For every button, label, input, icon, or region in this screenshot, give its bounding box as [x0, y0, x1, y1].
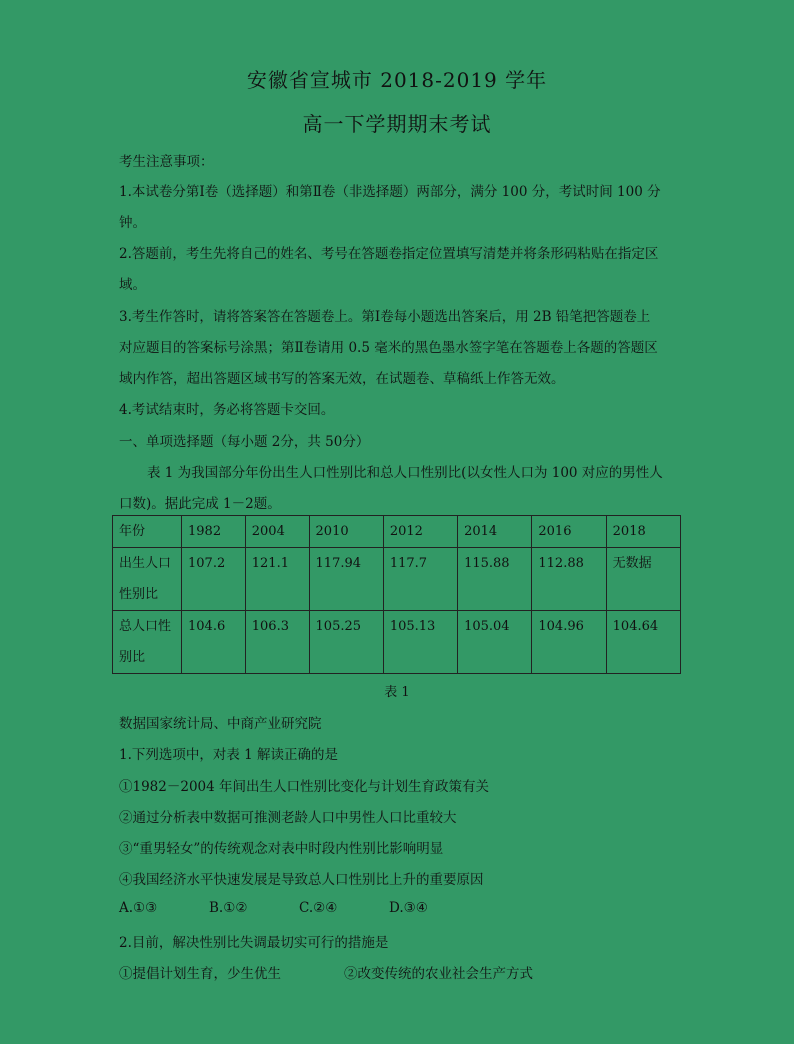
sex-ratio-table: [112, 515, 681, 674]
table-cell: 105.04: [458, 611, 532, 674]
table-row: [113, 516, 681, 548]
table-cell: 104.6: [182, 611, 246, 674]
table-cell: 121.1: [245, 548, 309, 611]
table-header-cell: 2004: [245, 516, 309, 548]
row-label-part: 别比: [119, 650, 146, 665]
exam-title-line2: 高一下学期期末考试: [302, 112, 492, 136]
row-label-part: 出生人口: [119, 556, 172, 571]
table-cell: 104.64: [606, 611, 680, 674]
table-cell: 115.88: [458, 548, 532, 611]
table-cell: 117.7: [383, 548, 457, 611]
table-cell: 无数据: [606, 548, 680, 611]
question-2-items: [119, 962, 681, 982]
question-1-options: [119, 900, 681, 916]
table-row: [113, 611, 681, 674]
question-2-item: ①提倡计划生育，少生优生: [119, 966, 281, 982]
section-heading: 一、单项选择题（每小题 2分，共 50分）: [119, 434, 370, 450]
question-1-stem: 1.下列选项中，对表 1 解读正确的是: [119, 747, 339, 763]
question-1-item: ③“重男轻女”的传统观念对表中时段内性别比影响明显: [119, 841, 444, 857]
table-cell: 107.2: [182, 548, 246, 611]
table-intro-line: 口数)。据此完成 1－2题。: [119, 496, 281, 512]
table-cell: 106.3: [245, 611, 309, 674]
table-header-cell: 2012: [383, 516, 457, 548]
table-row: [113, 548, 681, 611]
table-header-cell: 1982: [182, 516, 246, 548]
table-header-cell: 2018: [606, 516, 680, 548]
table-row-label: [113, 548, 182, 611]
data-source: 数据国家统计局、中商产业研究院: [119, 716, 322, 732]
table-cell: 104.96: [532, 611, 606, 674]
question-1-item: ④我国经济水平快速发展是导致总人口性别比上升的重要原因: [119, 872, 484, 888]
row-label-part: 性别比: [119, 587, 159, 602]
question-1-item: ①1982－2004 年间出生人口性别比变化与计划生育政策有关: [119, 779, 490, 795]
table-cell: 117.94: [309, 548, 383, 611]
notice-line: 1.本试卷分第Ⅰ卷（选择题）和第Ⅱ卷（非选择题）两部分，满分 100 分，考试时间 100 分: [119, 184, 661, 200]
notice-line: 对应题目的答案标号涂黑；第Ⅱ卷请用 0.5 毫米的黑色墨水签字笔在答题卷上各题的答题区: [119, 340, 658, 356]
option-a: A.①③: [119, 900, 158, 916]
question-1-item: ②通过分析表中数据可推测老龄人口中男性人口比重较大: [119, 810, 457, 826]
notice-line: 4.考试结束时，务必将答题卡交回。: [119, 402, 335, 418]
table-caption: 表 1: [384, 685, 410, 700]
table-header-cell: 2014: [458, 516, 532, 548]
table-header-cell: 2016: [532, 516, 606, 548]
question-2-item: ②改变传统的农业社会生产方式: [344, 966, 533, 982]
notice-line: 钟。: [119, 215, 146, 231]
table-header-cell: 年份: [113, 516, 182, 548]
notice-line: 域。: [119, 277, 146, 293]
exam-title-line1: 安徽省宣城市 2018-2019 学年: [246, 68, 548, 92]
table-cell: 105.13: [383, 611, 457, 674]
table-header-cell: 2010: [309, 516, 383, 548]
notice-heading: 考生注意事项：: [119, 154, 214, 170]
notice-line: 3.考生作答时，请将答案答在答题卷上。第Ⅰ卷每小题选出答案后，用 2B 铅笔把答题卷上: [119, 309, 651, 325]
table-cell: 112.88: [532, 548, 606, 611]
table-cell: 105.25: [309, 611, 383, 674]
table-row-label: [113, 611, 182, 674]
table-intro-line: 表 1 为我国部分年份出生人口性别比和总人口性别比(以女性人口为 100 对应的男性人: [147, 465, 663, 481]
option-c: C.②④: [299, 900, 338, 916]
notice-line: 域内作答，超出答题区域书写的答案无效，在试题卷、草稿纸上作答无效。: [119, 371, 565, 387]
notice-line: 2.答题前，考生先将自己的姓名、考号在答题卷指定位置填写清楚并将条形码粘贴在指定区: [119, 246, 659, 262]
option-d: D.③④: [389, 900, 428, 916]
question-2-stem: 2.目前，解决性别比失调最切实可行的措施是: [119, 935, 389, 951]
option-b: B.①②: [209, 900, 248, 916]
row-label-part: 总人口性: [119, 619, 172, 634]
